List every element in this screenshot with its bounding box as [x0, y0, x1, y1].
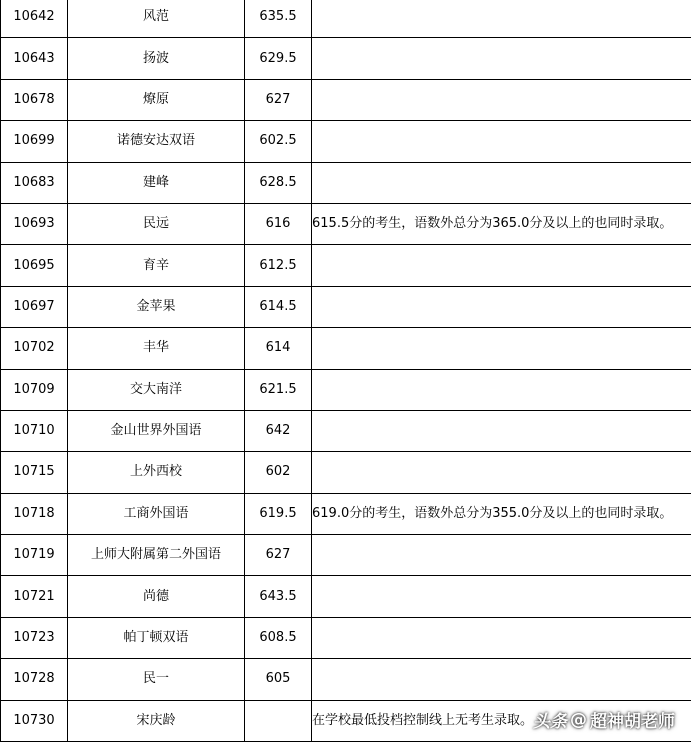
- school-code-cell: 10719: [1, 535, 68, 576]
- remark-cell: [312, 286, 691, 327]
- remark-cell: [312, 121, 691, 162]
- table-row: [1, 576, 691, 617]
- remark-cell: 615.5分的考生，语数外总分为365.0分及以上的也同时录取。: [312, 203, 691, 244]
- min-score-cell: [245, 700, 312, 741]
- table-row: [1, 0, 691, 38]
- remark-cell: [312, 617, 691, 658]
- table-row: [1, 162, 691, 203]
- min-score-cell: 642: [245, 410, 312, 451]
- school-code-cell: 10709: [1, 369, 68, 410]
- remark-cell: [312, 38, 691, 79]
- remark-cell: 在学校最低投档控制线上无考生录取。: [312, 700, 691, 741]
- school-code-cell: 10721: [1, 576, 68, 617]
- school-name-cell: 民远: [68, 203, 245, 244]
- remark-cell: [312, 79, 691, 120]
- remark-cell: [312, 369, 691, 410]
- school-name-cell: 宋庆龄: [68, 700, 245, 741]
- school-code-cell: 10695: [1, 245, 68, 286]
- min-score-cell: 627: [245, 79, 312, 120]
- table-row: [1, 700, 691, 741]
- school-name-cell: 上师大附属第二外国语: [68, 535, 245, 576]
- school-name-cell: 金山世界外国语: [68, 410, 245, 451]
- school-name-cell: 交大南洋: [68, 369, 245, 410]
- school-code-cell: 10643: [1, 38, 68, 79]
- school-code-cell: 10699: [1, 121, 68, 162]
- school-name-cell: 诺德安达双语: [68, 121, 245, 162]
- min-score-cell: 627: [245, 535, 312, 576]
- table-row: [1, 79, 691, 120]
- remark-cell: [312, 535, 691, 576]
- remark-cell: [312, 328, 691, 369]
- school-name-cell: 帕丁顿双语: [68, 617, 245, 658]
- table-row: [1, 286, 691, 327]
- watermark-author: 超神胡老师: [590, 712, 675, 732]
- school-name-cell: 燎原: [68, 79, 245, 120]
- school-code-cell: 10642: [1, 0, 68, 38]
- school-code-cell: 10715: [1, 452, 68, 493]
- school-code-cell: 10730: [1, 700, 68, 741]
- school-code-cell: 10697: [1, 286, 68, 327]
- school-name-cell: 风范: [68, 0, 245, 38]
- school-code-cell: 10728: [1, 659, 68, 700]
- table-row: [1, 493, 691, 534]
- school-code-cell: 10678: [1, 79, 68, 120]
- min-score-cell: 616: [245, 203, 312, 244]
- remark-cell: [312, 659, 691, 700]
- school-code-cell: 10702: [1, 328, 68, 369]
- table-row: [1, 328, 691, 369]
- min-score-cell: 619.5: [245, 493, 312, 534]
- school-code-cell: 10693: [1, 203, 68, 244]
- school-name-cell: 尚德: [68, 576, 245, 617]
- min-score-cell: 602.5: [245, 121, 312, 162]
- remark-cell: [312, 162, 691, 203]
- school-code-cell: 10683: [1, 162, 68, 203]
- table-body: [1, 0, 691, 742]
- min-score-cell: 643.5: [245, 576, 312, 617]
- min-score-cell: 628.5: [245, 162, 312, 203]
- watermark-brand: 头条: [533, 712, 567, 732]
- table-row: [1, 535, 691, 576]
- school-code-cell: 10723: [1, 617, 68, 658]
- min-score-cell: 612.5: [245, 245, 312, 286]
- remark-cell: 619.0分的考生，语数外总分为355.0分及以上的也同时录取。: [312, 493, 691, 534]
- table-row: [1, 452, 691, 493]
- school-code-cell: 10710: [1, 410, 68, 451]
- school-name-cell: 工商外国语: [68, 493, 245, 534]
- school-name-cell: 育辛: [68, 245, 245, 286]
- table-row: [1, 410, 691, 451]
- remark-cell: [312, 576, 691, 617]
- table-row: [1, 245, 691, 286]
- table-row: [1, 617, 691, 658]
- min-score-cell: 635.5: [245, 0, 312, 38]
- remark-cell: [312, 410, 691, 451]
- school-code-cell: 10718: [1, 493, 68, 534]
- table-row: [1, 369, 691, 410]
- remark-cell: [312, 0, 691, 38]
- min-score-cell: 621.5: [245, 369, 312, 410]
- min-score-cell: 605: [245, 659, 312, 700]
- table-row: [1, 121, 691, 162]
- min-score-cell: 614.5: [245, 286, 312, 327]
- school-name-cell: 民一: [68, 659, 245, 700]
- table-row: [1, 38, 691, 79]
- at-icon: @: [570, 709, 587, 730]
- remark-cell: [312, 452, 691, 493]
- school-name-cell: 建峰: [68, 162, 245, 203]
- school-name-cell: 金苹果: [68, 286, 245, 327]
- table-row: [1, 659, 691, 700]
- min-score-cell: 629.5: [245, 38, 312, 79]
- table-row: [1, 203, 691, 244]
- min-score-cell: 614: [245, 328, 312, 369]
- school-name-cell: 丰华: [68, 328, 245, 369]
- school-name-cell: 扬波: [68, 38, 245, 79]
- min-score-cell: 602: [245, 452, 312, 493]
- school-name-cell: 上外西校: [68, 452, 245, 493]
- min-score-cell: 608.5: [245, 617, 312, 658]
- remark-cell: [312, 245, 691, 286]
